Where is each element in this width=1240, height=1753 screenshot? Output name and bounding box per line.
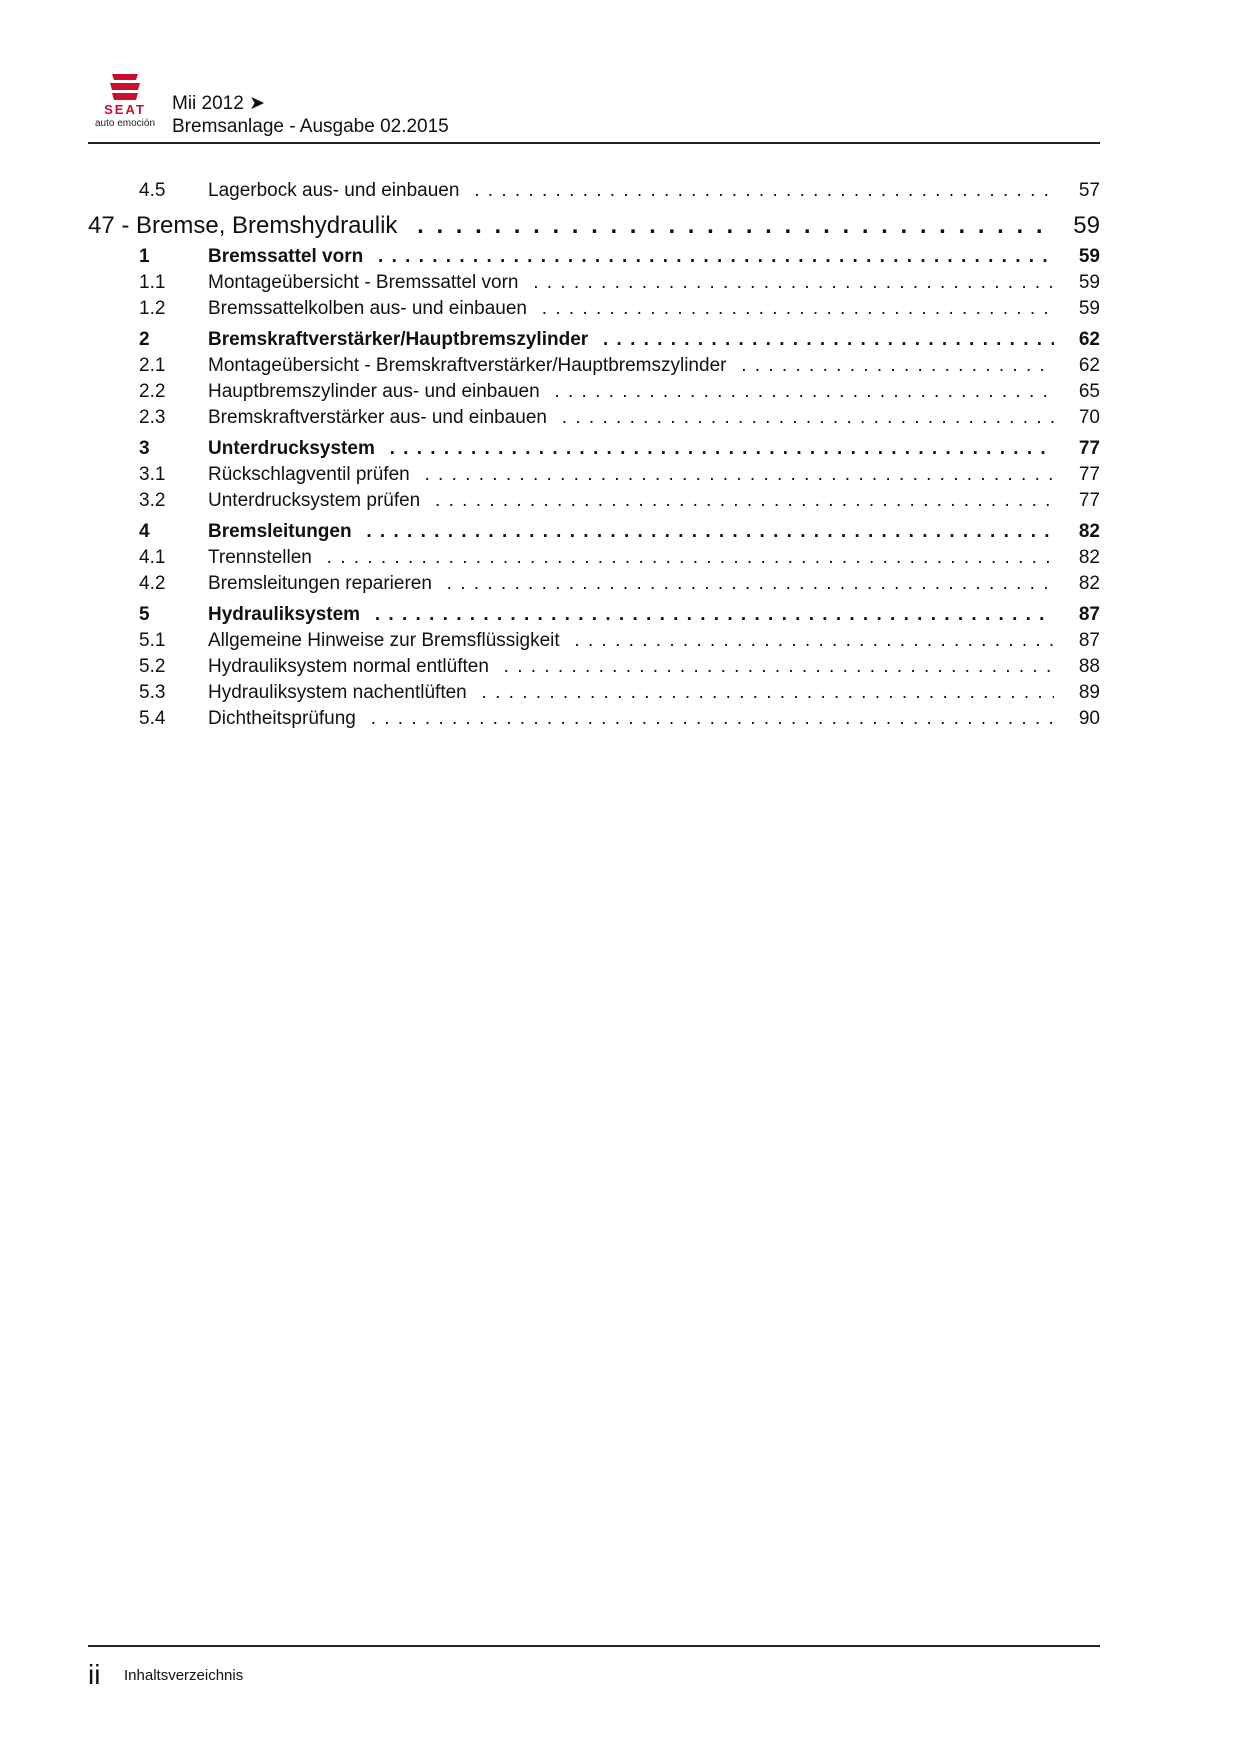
- toc-entry-page: 62: [1078, 329, 1100, 350]
- toc-entry-title: [208, 178, 1054, 204]
- toc-entry-title-text: Bremsleitungen: [208, 521, 352, 542]
- toc-entry[interactable]: [88, 296, 1100, 322]
- toc-entry-title: [208, 706, 1054, 732]
- toc-entry-title-text: Bremssattel vorn: [208, 246, 364, 267]
- toc-entry-page: 82: [1078, 521, 1100, 542]
- toc-entry[interactable]: [88, 488, 1100, 514]
- toc-section[interactable]: [88, 436, 1100, 462]
- toc-entry-page: 82: [1078, 573, 1100, 594]
- toc-entry-number: 4.2: [139, 573, 166, 594]
- toc-entry-title: [208, 405, 1054, 431]
- toc-entry-page: 77: [1078, 490, 1100, 511]
- toc-entry-title: [208, 462, 1054, 488]
- toc-entry-title: [208, 296, 1054, 322]
- toc-entry-number: 5.2: [139, 656, 166, 677]
- toc-entry-number: 5.3: [139, 682, 166, 703]
- toc-entry-title: [208, 545, 1054, 571]
- toc-entry-title-text: Montageübersicht - Bremskraftverstärker/Hauptbremszylinder: [208, 355, 727, 376]
- toc-entry-title-text: Dichtheitsprüfung: [208, 708, 356, 729]
- toc-entry[interactable]: [88, 178, 1100, 204]
- page-footer: [88, 1645, 1100, 1690]
- toc-chapter[interactable]: [88, 208, 1100, 244]
- toc-entry-number: 5: [139, 604, 150, 625]
- toc-section[interactable]: [88, 602, 1100, 628]
- toc-entry-title-text: Bremskraftverstärker aus- und einbauen: [208, 407, 547, 428]
- toc-section[interactable]: [88, 519, 1100, 545]
- toc-entry-number: 1: [139, 246, 150, 267]
- toc-section[interactable]: [88, 327, 1100, 353]
- toc-entry-page: 57: [1078, 180, 1100, 201]
- toc-entry[interactable]: [88, 462, 1100, 488]
- toc-entry-title-text: Bremskraftverstärker/Hauptbremszylinder: [208, 329, 589, 350]
- toc-entry-page: 77: [1078, 464, 1100, 485]
- toc-entry-title-text: Hydrauliksystem normal entlüften: [208, 656, 489, 677]
- toc-entry[interactable]: [88, 706, 1100, 732]
- toc-entry[interactable]: [88, 353, 1100, 379]
- toc-entry-title-text: Montageübersicht - Bremssattel vorn: [208, 272, 519, 293]
- toc-entry-title-text: Hydrauliksystem nachentlüften: [208, 682, 467, 703]
- page-header: [88, 64, 1100, 144]
- toc-entry-number: 5.1: [139, 630, 166, 651]
- toc-entry-title-text: Allgemeine Hinweise zur Bremsflüssigkeit: [208, 630, 560, 651]
- toc-entry[interactable]: [88, 379, 1100, 405]
- toc-entry-page: 87: [1078, 604, 1100, 625]
- toc-entry-page: 59: [1078, 246, 1100, 267]
- toc-entry-title: [208, 327, 1054, 353]
- toc-entry-number: 2.1: [139, 355, 166, 376]
- toc-entry[interactable]: [88, 680, 1100, 706]
- toc-entry-title: [208, 519, 1054, 545]
- toc-entry-number: 3.1: [139, 464, 166, 485]
- toc-chapter-title: [88, 208, 1054, 244]
- seat-logo: [88, 72, 160, 134]
- toc-entry-page: 90: [1078, 708, 1100, 729]
- toc-entry-page: 62: [1078, 355, 1100, 376]
- toc-entry-number: 3.2: [139, 490, 166, 511]
- toc-entry[interactable]: [88, 545, 1100, 571]
- toc-entry-title-text: Lagerbock aus- und einbauen: [208, 180, 460, 201]
- toc-entry-number: 2.2: [139, 381, 166, 402]
- toc-entry[interactable]: [88, 654, 1100, 680]
- toc-entry-number: 2: [139, 329, 150, 350]
- seat-logo-icon: [106, 72, 144, 104]
- toc-entry[interactable]: [88, 571, 1100, 597]
- toc-entry-title-text: Trennstellen: [208, 547, 312, 568]
- toc-entry-title: [208, 680, 1054, 706]
- toc-entry-page: 65: [1078, 381, 1100, 402]
- toc-entry-number: 2.3: [139, 407, 166, 428]
- footer-page-number: ii: [88, 1659, 101, 1690]
- toc-entry-title: [208, 488, 1054, 514]
- logo-tagline: auto emoción: [94, 118, 156, 129]
- toc-entry-title: [208, 436, 1054, 462]
- toc-entry-title: [208, 353, 1054, 379]
- toc-entry-page: 59: [1078, 272, 1100, 293]
- toc-entry[interactable]: [88, 628, 1100, 654]
- toc-entry-title-text: Bremssattelkolben aus- und einbauen: [208, 298, 527, 319]
- toc-entry-title: [208, 270, 1054, 296]
- toc-entry-title: [208, 654, 1054, 680]
- toc-entry-number: 1.2: [139, 298, 166, 319]
- footer-label: Inhaltsverzeichnis: [124, 1667, 244, 1684]
- toc-section[interactable]: [88, 244, 1100, 270]
- toc-entry-title-text: Rückschlagventil prüfen: [208, 464, 410, 485]
- toc-entry[interactable]: [88, 270, 1100, 296]
- toc-entry-page: 89: [1078, 682, 1100, 703]
- toc-entry-title: [208, 602, 1054, 628]
- toc-entry-page: 59: [1078, 298, 1100, 319]
- toc-entry-page: 70: [1078, 407, 1100, 428]
- toc-entry-title-text: Unterdrucksystem prüfen: [208, 490, 421, 511]
- toc-chapter-page: 59: [1073, 212, 1100, 239]
- toc-entry-number: 1.1: [139, 272, 166, 293]
- toc-entry-title: [208, 244, 1054, 270]
- toc-entry-number: 5.4: [139, 708, 166, 729]
- toc-entry-title-text: Bremsleitungen reparieren: [208, 573, 432, 594]
- toc-entry-title: [208, 379, 1054, 405]
- table-of-contents: [88, 178, 1100, 732]
- toc-entry-title: [208, 628, 1054, 654]
- toc-chapter-title-text: 47 - Bremse, Bremshydraulik: [88, 212, 398, 239]
- toc-entry-number: 3: [139, 438, 150, 459]
- toc-entry-page: 82: [1078, 547, 1100, 568]
- toc-entry-number: 4: [139, 521, 150, 542]
- toc-entry-page: 87: [1078, 630, 1100, 651]
- toc-sections: [88, 244, 1100, 732]
- document-subtitle: Bremsanlage - Ausgabe 02.2015: [172, 116, 449, 137]
- toc-entry-title-text: Hauptbremszylinder aus- und einbauen: [208, 381, 540, 402]
- toc-entry-title-text: Unterdrucksystem: [208, 438, 375, 459]
- toc-entry[interactable]: [88, 405, 1100, 431]
- model-title: Mii 2012 ➤: [172, 93, 266, 114]
- toc-entry-title: [208, 571, 1054, 597]
- toc-entry-page: 77: [1078, 438, 1100, 459]
- toc-entry-page: 88: [1078, 656, 1100, 677]
- toc-entry-number: 4.1: [139, 547, 166, 568]
- toc-entry-number: 4.5: [139, 180, 166, 201]
- logo-wordmark: SEAT: [104, 102, 146, 117]
- toc-entry-title-text: Hydrauliksystem: [208, 604, 361, 625]
